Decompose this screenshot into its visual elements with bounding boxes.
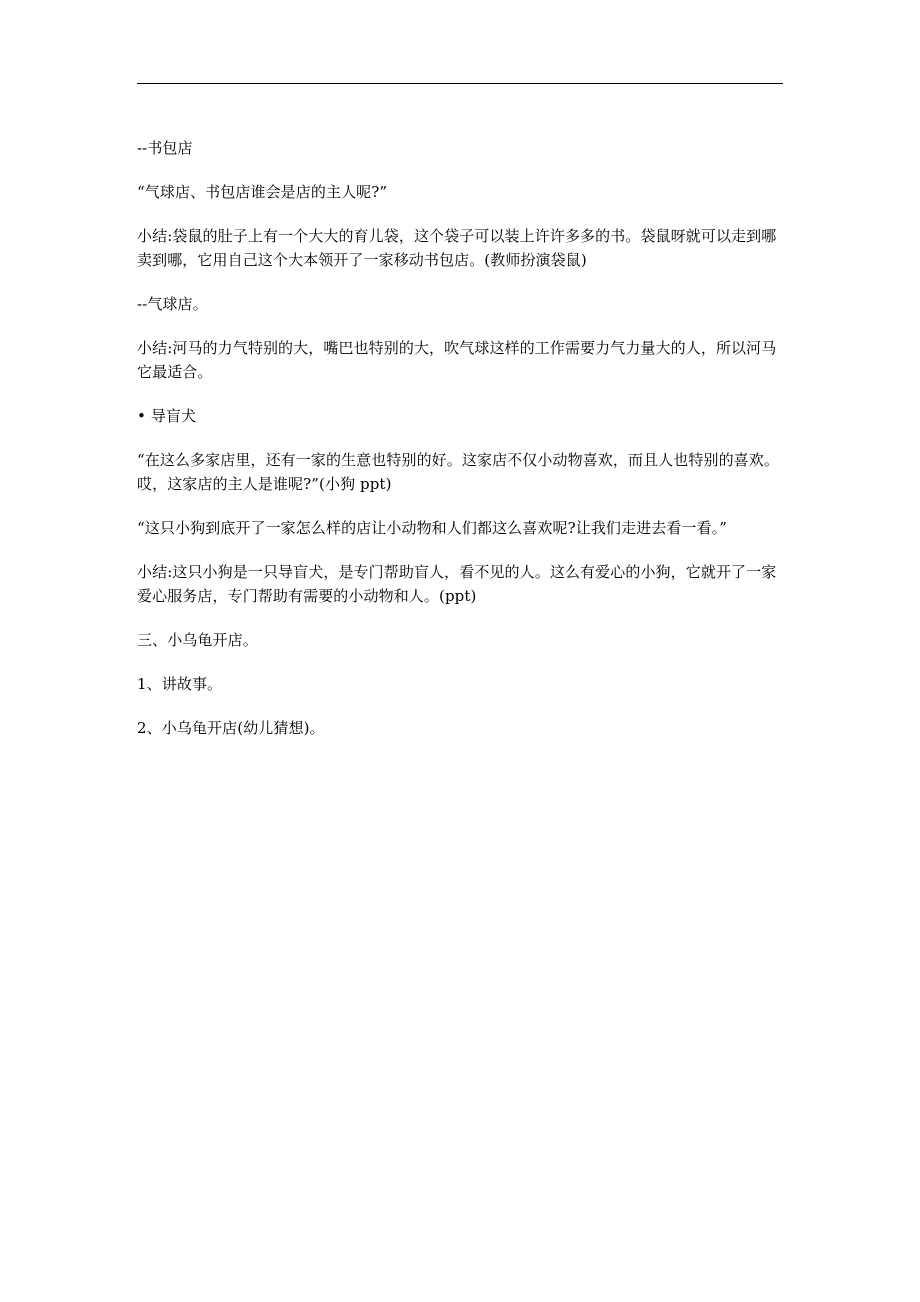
list-item-guess: 2、小乌龟开店(幼儿猜想)。 (137, 719, 325, 737)
header-rule (137, 83, 783, 84)
paragraph-popular-shop: “在这么多家店里，还有一家的生意也特别的好。这家店不仅小动物喜欢，而且人也特别的喜欢。哎，这家店的主人是谁呢?”(小狗 ppt) (137, 451, 779, 493)
paragraph-summary-dog: 小结:这只小狗是一只导盲犬，是专门帮助盲人，看不见的人。这么有爱心的小狗，它就开了一家爱心服务店，专门帮助有需要的小动物和人。(ppt) (137, 563, 777, 605)
paragraph-dog-shop-question: “这只小狗到底开了一家怎么样的店让小动物和人们都这么喜欢呢?让我们走进去看一看。” (137, 519, 727, 537)
list-item-story: 1、讲故事。 (137, 675, 223, 693)
paragraph-summary-kangaroo: 小结:袋鼠的肚子上有一个大大的育儿袋，这个袋子可以装上许许多多的书。袋鼠呀就可以走到哪卖到哪，它用自己这个大本领开了一家移动书包店。(教师扮演袋鼠) (137, 227, 777, 269)
paragraph-summary-hippo: 小结:河马的力气特别的大，嘴巴也特别的大，吹气球这样的工作需要力气力量大的人，所以河马它最适合。 (137, 339, 777, 381)
paragraph-bag-shop: --书包店 (137, 139, 193, 157)
document-body (137, 136, 784, 740)
paragraph-question-owner: “气球店、书包店谁会是店的主人呢?” (137, 183, 388, 201)
section-heading-turtle: 三、小乌龟开店。 (137, 631, 258, 649)
paragraph-balloon-shop: --气球店。 (137, 295, 208, 313)
paragraph-guide-dog: • 导盲犬 (137, 407, 197, 425)
